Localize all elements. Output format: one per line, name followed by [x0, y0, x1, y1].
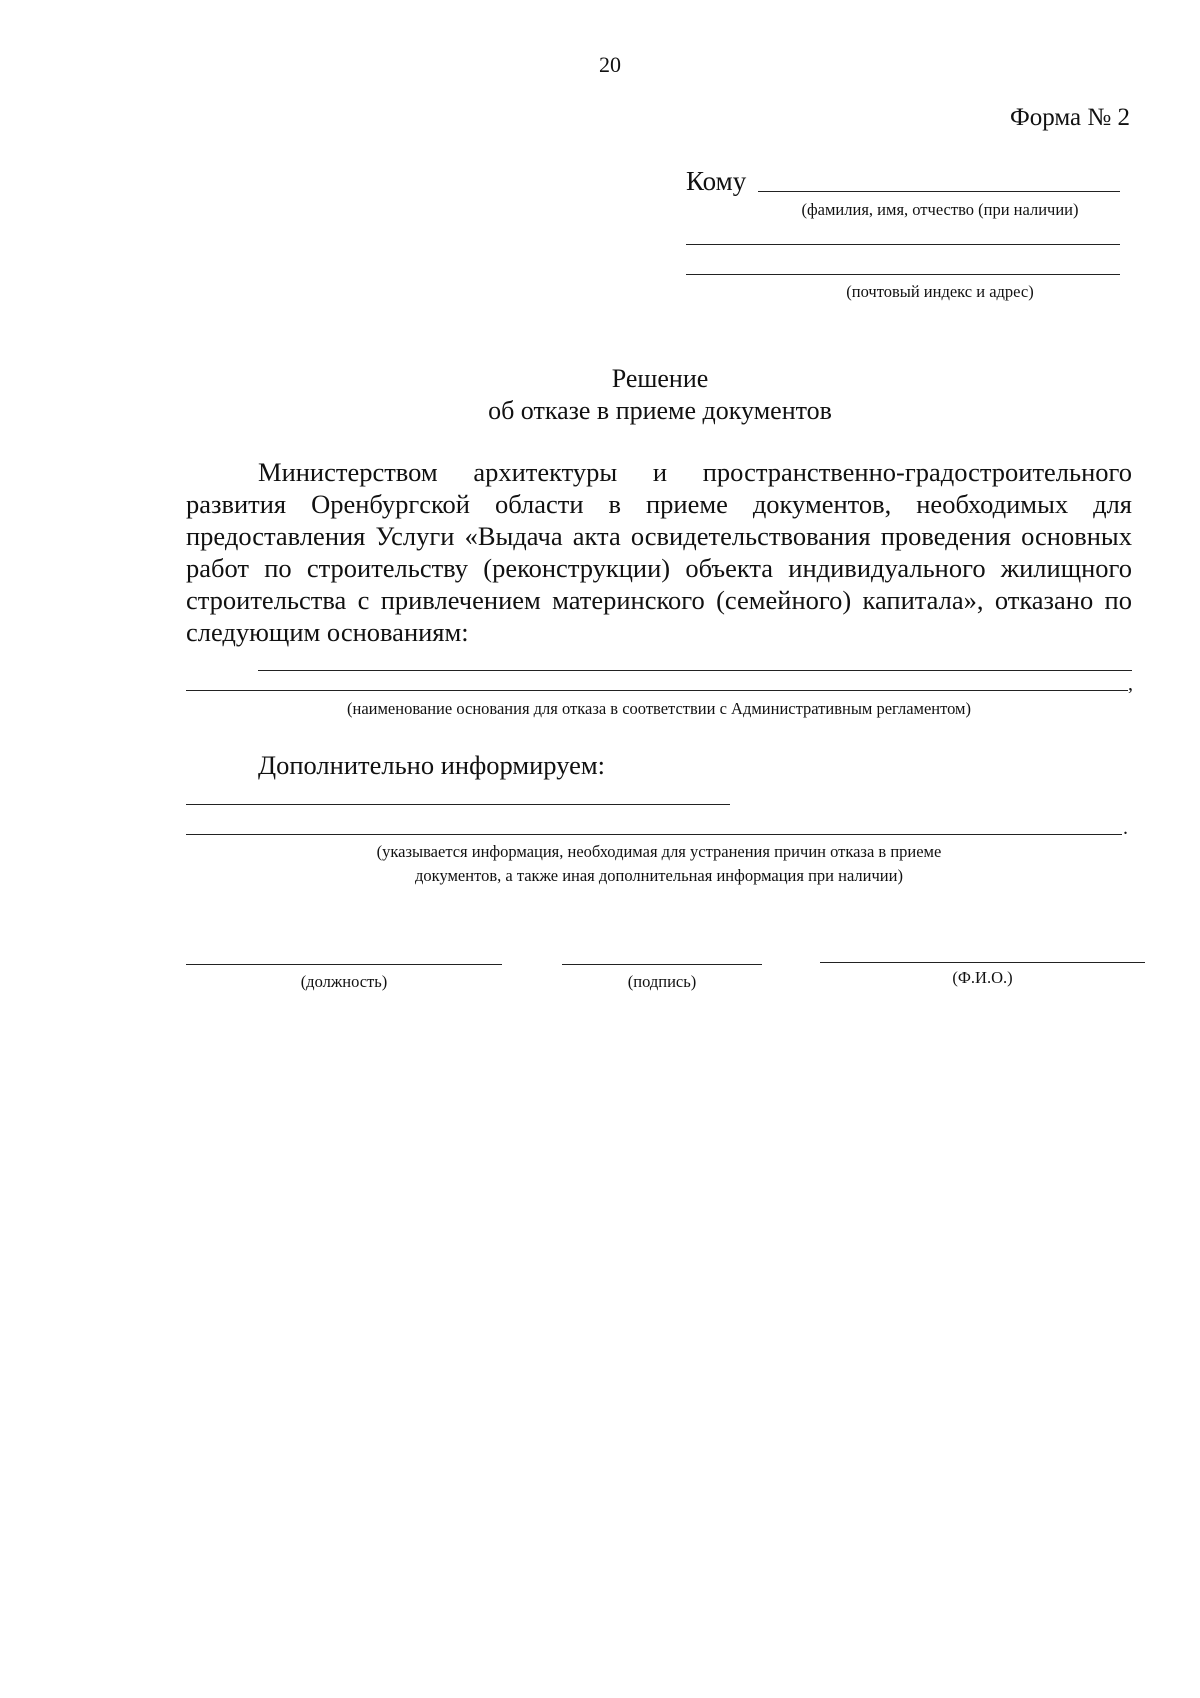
form-number: Форма № 2: [1010, 104, 1130, 131]
fio-caption: (Ф.И.О.): [952, 968, 1013, 987]
reason-caption: (наименование основания для отказа в соответствии с Административным регламентом): [347, 699, 971, 718]
reason-line-2: [186, 690, 1128, 691]
recipient-address-line-1: [686, 244, 1120, 245]
reason-line-comma: ,: [1128, 673, 1133, 695]
reason-line-1: [258, 670, 1132, 671]
recipient-label: Кому: [686, 166, 747, 196]
signature-caption: (подпись): [627, 972, 697, 991]
fio-line: [820, 962, 1145, 963]
recipient-address-caption: (почтовый индекс и адрес): [846, 282, 1034, 301]
recipient-address-line-2: [686, 274, 1120, 275]
additional-info-label: Дополнительно информируем:: [258, 750, 605, 780]
signature-line: [562, 964, 762, 965]
recipient-name-caption: (фамилия, имя, отчество (при наличии): [801, 200, 1079, 219]
document-title: Решение: [611, 364, 709, 393]
decision-body-text: Министерством архитектуры и пространственно-градостроительного развития Оренбургской области в приеме документов, необходимых для предоставления Услуги «Выдача акта освидетельствования проведения основных работ по строительству (реконструкции) объекта индивидуального жилищного строительства с привлечением материнского (семейного) капитала», отказано по следующим основаниям:: [186, 457, 1132, 647]
recipient-name-line: [758, 191, 1120, 192]
page-number: 20: [599, 52, 621, 77]
additional-info-caption-line-2: документов, а также иная дополнительная информация при наличии): [415, 866, 903, 885]
document-subtitle: об отказе в приеме документов: [488, 396, 832, 425]
additional-info-line-2: [186, 834, 1122, 835]
position-caption: (должность): [300, 972, 388, 991]
additional-info-line-1: [186, 804, 730, 805]
additional-info-period: .: [1123, 817, 1128, 839]
additional-info-caption-line-1: (указывается информация, необходимая для устранения причин отказа в приеме: [376, 842, 942, 861]
position-line: [186, 964, 502, 965]
